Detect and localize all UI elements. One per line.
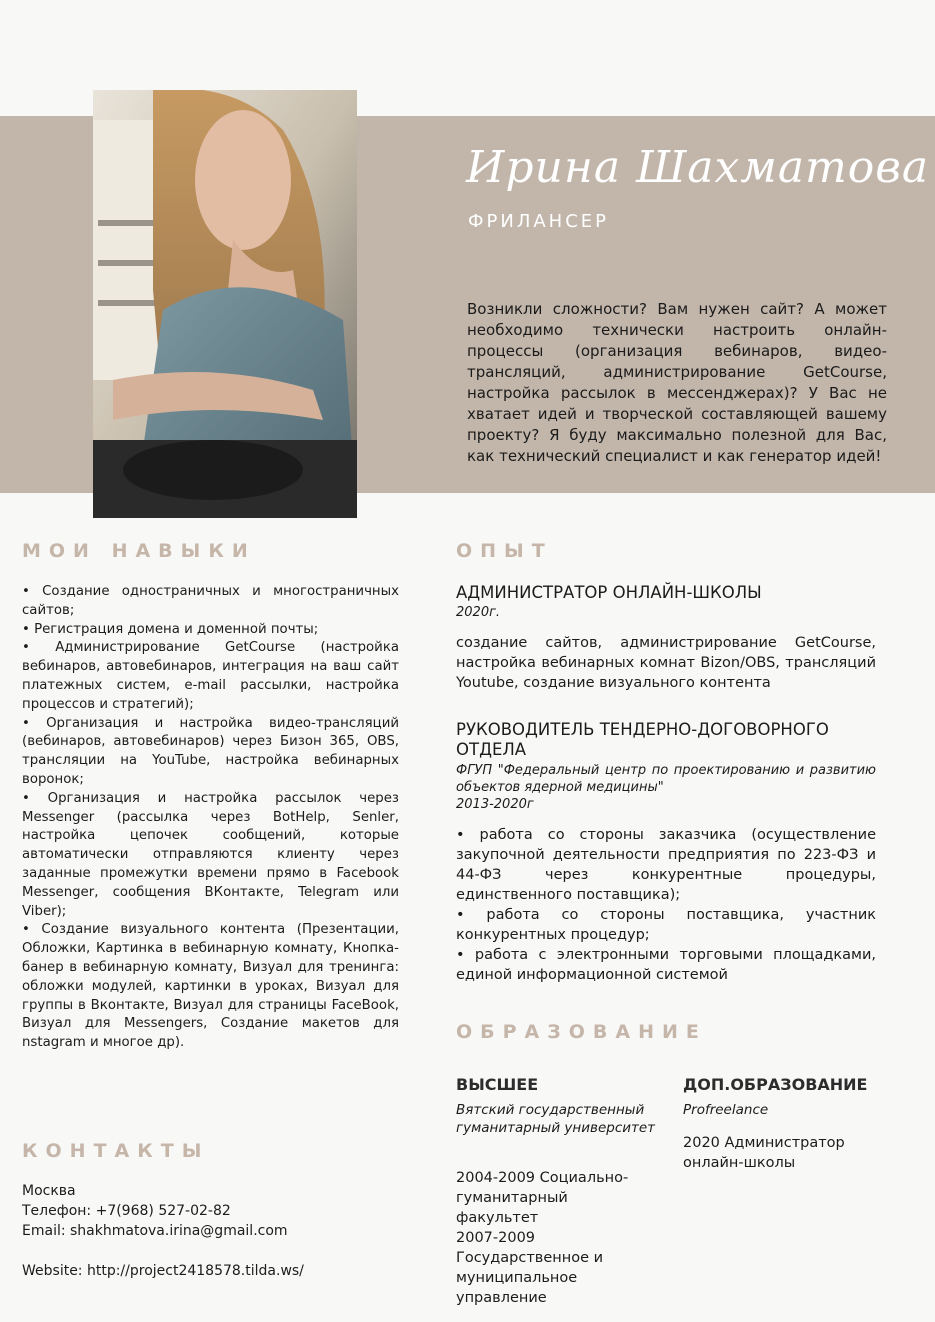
list-item: • работа со стороны заказчика (осуществление закупочной деятельности предприятия по 223-ФЗ и 44-ФЗ через конкурентные процедуры, единственного поставщика); — [456, 827, 876, 903]
skills-list — [22, 583, 399, 1053]
contact-email[interactable]: Email: shakhmatova.irina@gmail.com — [22, 1223, 288, 1239]
job-description — [456, 825, 876, 985]
contact-phone[interactable]: Телефон: +7(968) 527-02-82 — [22, 1203, 231, 1219]
contact-website[interactable]: Website: http://project2418578.tilda.ws/ — [22, 1263, 304, 1279]
person-role: ФРИЛАНСЕР — [468, 211, 609, 232]
higher-education-heading: ВЫСШЕЕ — [456, 1075, 539, 1094]
higher-education-school: Вятский государственный гуманитарный университет — [456, 1102, 656, 1136]
skills-title: МОИ НАВЫКИ — [22, 540, 256, 562]
job-title: РУКОВОДИТЕЛЬ ТЕНДЕРНО-ДОГОВОРНОГО ОТДЕЛА — [456, 720, 829, 759]
job-description: создание сайтов, администрирование GetCourse, настройка вебинарных комнат Bizon/OBS, трансляций Youtube, создание визуального контента — [456, 635, 876, 691]
education-line: 2004-2009 Социально-гуманитарный факультет — [456, 1170, 629, 1226]
job-date: 2020г. — [456, 605, 501, 620]
job-date: 2013-2020г — [456, 797, 534, 812]
job-organization: ФГУП "Федеральный центр по проектированию и развитию объектов ядерной медицины" — [456, 763, 876, 795]
intro-text: Возникли сложности? Вам нужен сайт? А может необходимо технически настроить онлайн-процессы (организация вебинаров, видео-трансляций, администрирование GetCourse, настройка рассылок в мессенджерах)? У Вас не хватает идей и творческой составляющей вашему проекту? Я буду максимально полезной для Вас, как технический специалист и как генератор идей! — [467, 300, 887, 465]
additional-education-details: 2020 Администратор онлайн-школы — [683, 1135, 845, 1171]
education-line: Государственное и муниципальное управление — [456, 1250, 604, 1306]
list-item: • Администрирование GetCourse (настройка вебинаров, автовебинаров, интеграция на ваш сайт платежных систем, e-mail рассылки, настройка процессов и стратегий); — [22, 640, 399, 712]
contact-city: Москва — [22, 1183, 76, 1199]
list-item: • работа со стороны поставщика, участник конкурентных процедур; — [456, 907, 876, 943]
person-name: Ирина Шахматова — [466, 142, 930, 193]
list-item: • Организация и настройка видео-трансляций (вебинаров, автовебинаров) через Бизон 365, OBS, трансляции на YouTube, настройка вебинарных воронок; — [22, 715, 399, 787]
additional-education-school: Profreelance — [683, 1102, 769, 1118]
list-item: • Регистрация домена и доменной почты; — [22, 621, 319, 637]
contacts-title: КОНТАКТЫ — [22, 1140, 210, 1162]
higher-education-details — [456, 1168, 651, 1308]
profile-photo — [93, 90, 357, 518]
list-item: • работа с электронными торговыми площадками, единой информационной системой — [456, 947, 876, 983]
list-item: • Создание визуального контента (Презентации, Обложки, Картинка в вебинарную комнату, Кнопка-банер в вебинарную комнату, Визуал для тренинга: обложки модулей, картинки в уроках, Визуал для группы в Вконтакте, Визуал для страницы FaceBook, Визуал для Messengers, Создание макетов для nstagram и многое др). — [22, 922, 399, 1051]
education-line: 2007-2009 — [456, 1230, 536, 1246]
education-title: ОБРАЗОВАНИЕ — [456, 1021, 707, 1043]
job-title: АДМИНИСТРАТОР ОНЛАЙН-ШКОЛЫ — [456, 583, 762, 602]
additional-education-heading: ДОП.ОБРАЗОВАНИЕ — [683, 1075, 868, 1094]
list-item: • Организация и настройка рассылок через Messenger (рассылка через BotHelp, Senler, настройка цепочек сообщений, которые автоматически отправляются клиенту через заданные промежутки времени прямо в Facebook Messenger, сообщения ВКонтакте, Telegram или Viber); — [22, 790, 399, 919]
list-item: • Создание одностраничных и многостраничных сайтов; — [22, 584, 399, 618]
contacts-block — [22, 1181, 304, 1281]
experience-title: ОПЫТ — [456, 540, 553, 562]
